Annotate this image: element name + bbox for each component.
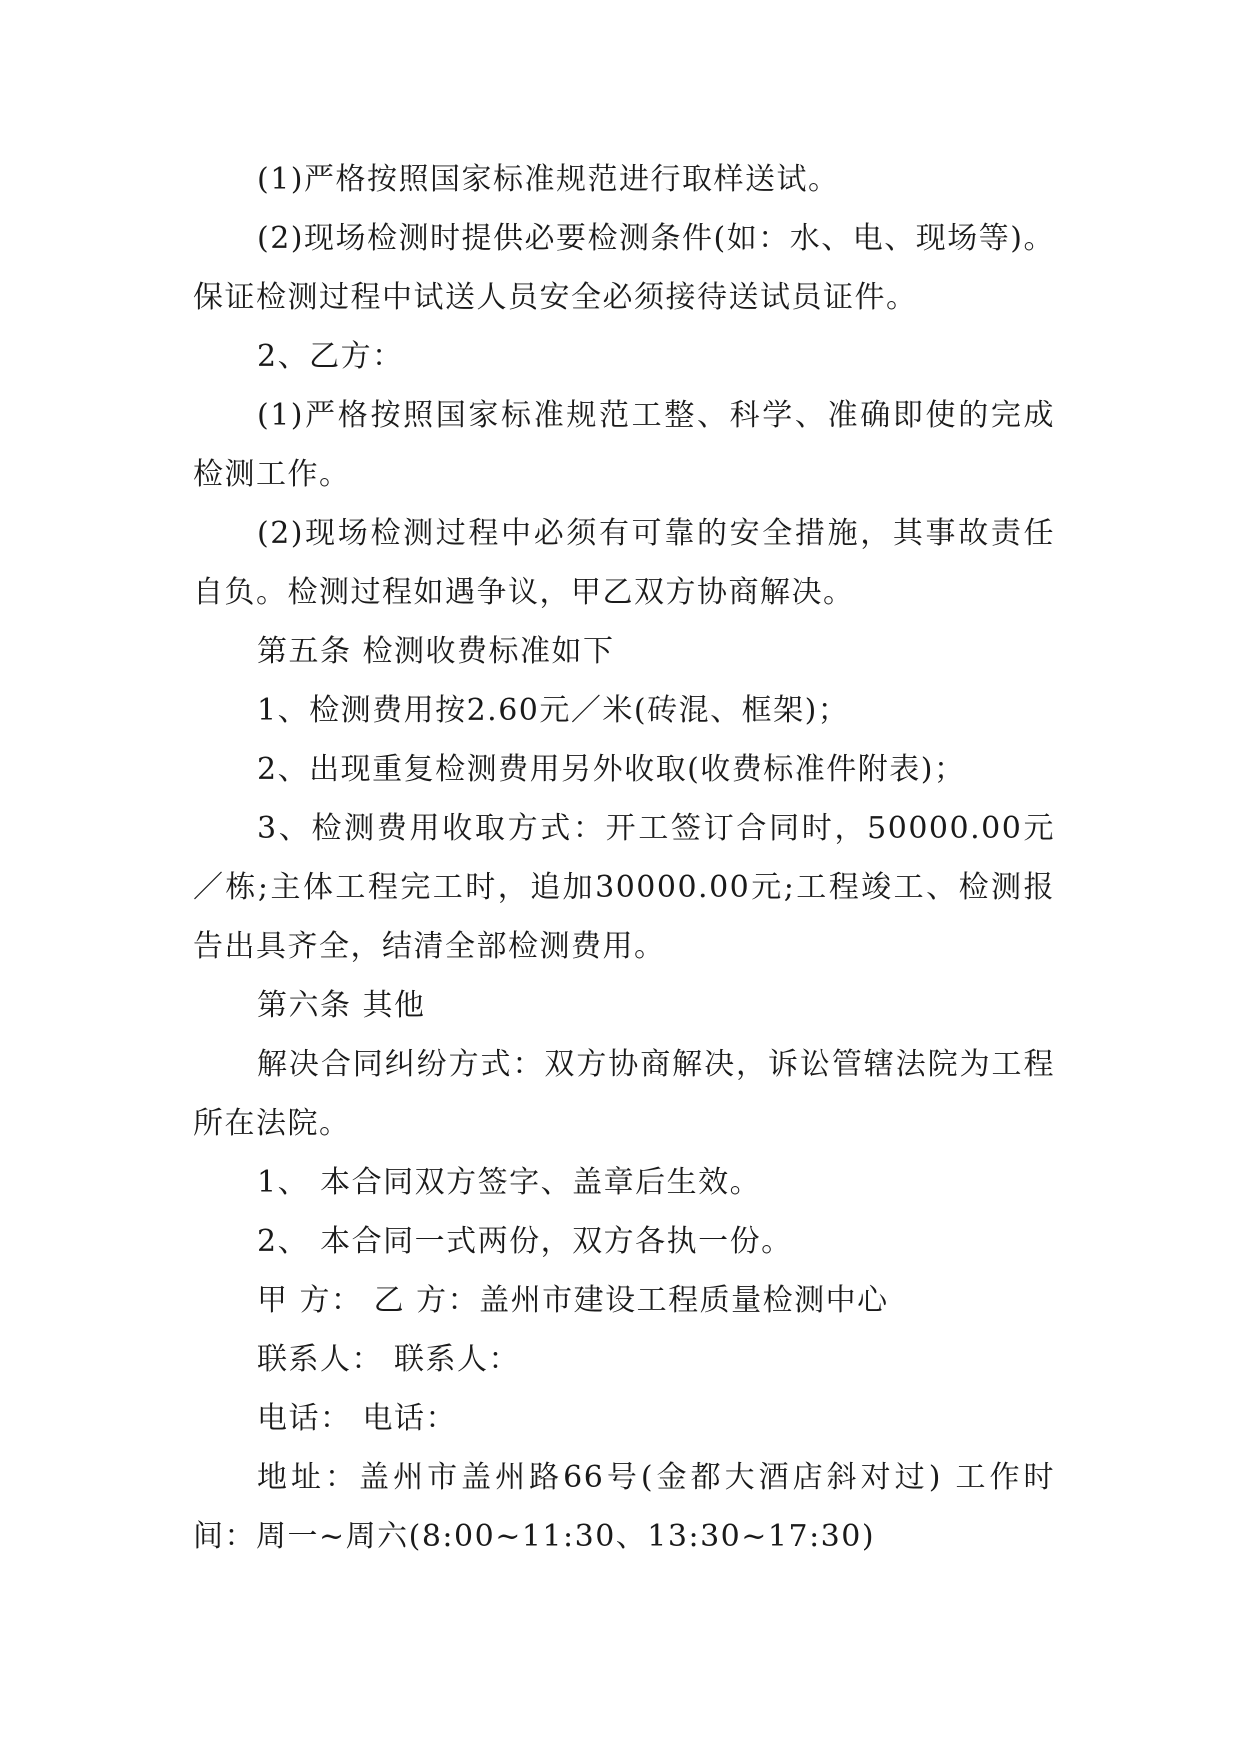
contact-person-line: 联系人： 联系人：: [257, 1342, 521, 1377]
clause-party-b-item-2: (2)现场检测过程中必须有可靠的安全措施，其事故责任自负。检测过程如遇争议，甲乙双方协商解决。: [193, 516, 1055, 610]
article-6-heading: 第六条 其他: [257, 988, 426, 1023]
copies-clause: 2、 本合同一式两份，双方各执一份。: [257, 1224, 793, 1259]
clause-party-a-item-2: (2)现场检测时提供必要检测条件(如：水、电、现场等)。保证检测过程中试送人员安全必须接待送试员证件。: [193, 221, 1055, 315]
clause-party-b-item-1: (1)严格按照国家标准规范工整、科学、准确即使的完成检测工作。: [193, 398, 1055, 492]
phone-line: 电话： 电话：: [257, 1401, 458, 1436]
clause-party-b-heading: 2、乙方：: [257, 339, 404, 374]
fee-item-2: 2、出现重复检测费用另外收取(收费标准件附表)；: [257, 752, 966, 787]
clause-party-a-item-1: (1)严格按照国家标准规范进行取样送试。: [257, 162, 840, 197]
parties-signature-line: 甲 方： 乙 方：盖州市建设工程质量检测中心: [257, 1283, 889, 1318]
fee-item-1: 1、检测费用按2.60元／米(砖混、框架)；: [257, 693, 850, 728]
effective-clause: 1、 本合同双方签字、盖章后生效。: [257, 1165, 762, 1200]
document-page: [193, 150, 1055, 1566]
dispute-resolution: 解决合同纠纷方式：双方协商解决，诉讼管辖法院为工程所在法院。: [193, 1047, 1055, 1141]
fee-item-3: 3、检测费用收取方式：开工签订合同时，50000.00元／栋;主体工程完工时，追加30000.00元;工程竣工、检测报告出具齐全，结清全部检测费用。: [193, 811, 1055, 964]
article-5-heading: 第五条 检测收费标准如下: [257, 634, 615, 669]
address-line: 地址：盖州市盖州路66号(金都大酒店斜对过) 工作时间：周一~周六(8:00~11:30、13:30~17:30): [193, 1460, 1055, 1554]
